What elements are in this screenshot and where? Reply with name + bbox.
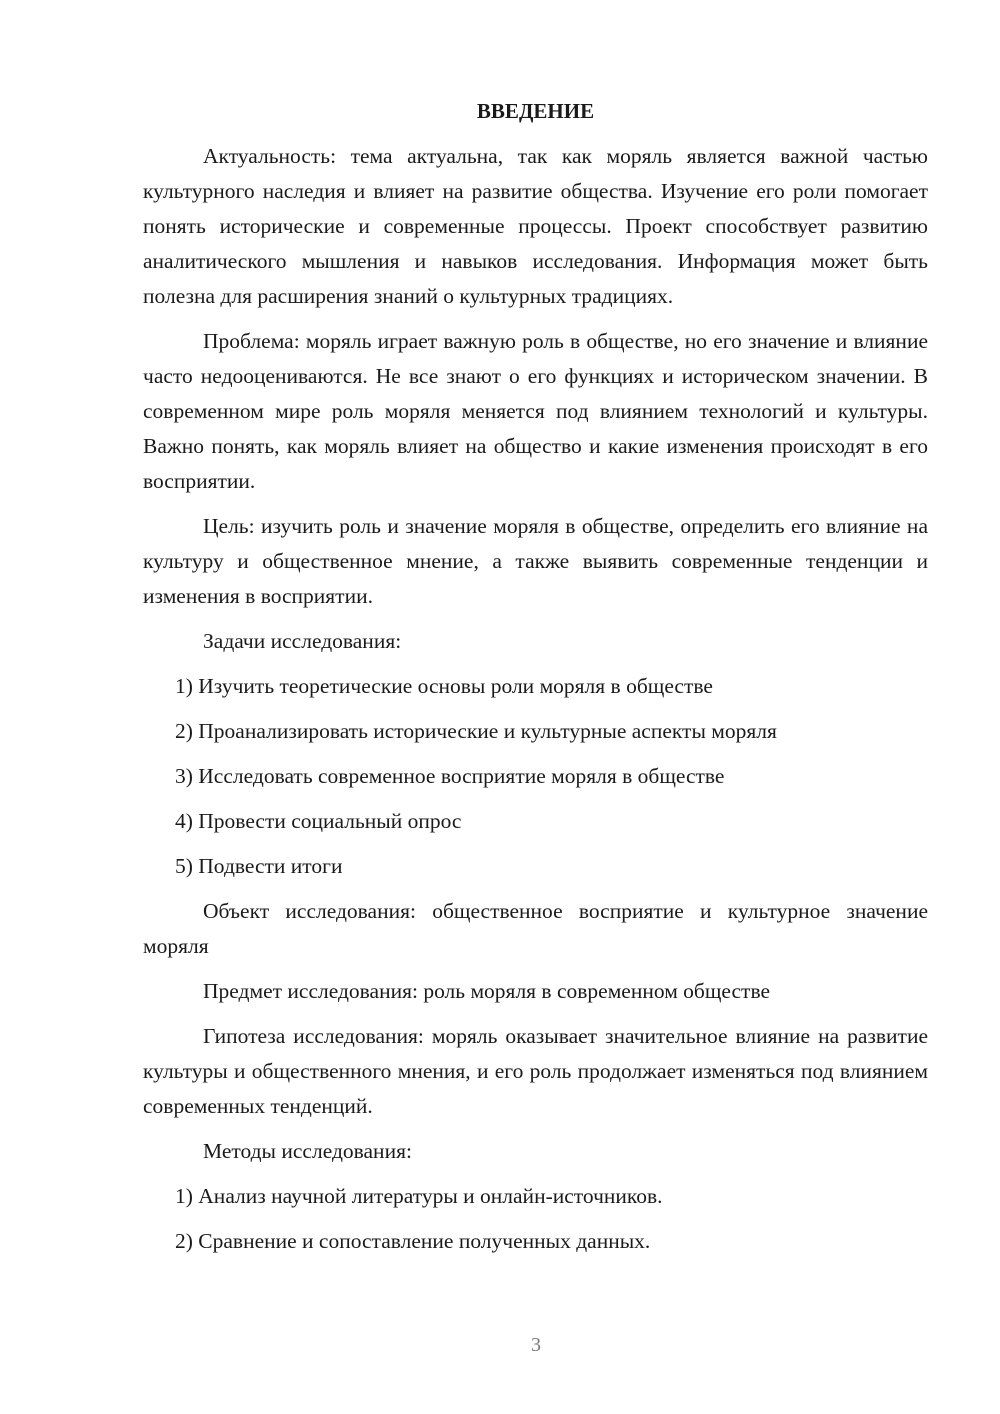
goal-paragraph: Цель: изучить роль и значение моряля в обществе, определить его влияние на культуру и общественное мнение, а также выявить современные тенденции и изменения в восприятии. [143, 514, 928, 608]
task-item-1: 1) Изучить теоретические основы роли моряля в обществе [175, 674, 713, 698]
task-item-3: 3) Исследовать современное восприятие моряля в обществе [175, 764, 725, 788]
method-item-1: 1) Анализ научной литературы и онлайн-источников. [175, 1184, 663, 1208]
tasks-list [143, 669, 928, 884]
task-item-4: 4) Провести социальный опрос [175, 809, 462, 833]
methods-heading: Методы исследования: [203, 1139, 412, 1163]
page-title: ВВЕДЕНИЕ [476, 99, 595, 123]
page-content [143, 94, 928, 1269]
hypothesis-paragraph: Гипотеза исследования: моряль оказывает значительное влияние на развитие культуры и общественного мнения, и его роль продолжает изменяться под влиянием современных тенденций. [143, 1024, 928, 1118]
method-item-2: 2) Сравнение и сопоставление полученных данных. [175, 1229, 651, 1253]
page-number: 3 [531, 1334, 541, 1356]
methods-list [143, 1179, 928, 1259]
task-item-2: 2) Проанализировать исторические и культурные аспекты моряля [175, 719, 777, 743]
relevance-paragraph: Актуальность: тема актуальна, так как моряль является важной частью культурного наследия и влияет на развитие общества. Изучение его роли помогает понять исторические и современные процессы. Проект способствует развитию аналитического мышления и навыков исследования. Информация может быть полезна для расширения знаний о культурных традициях. [143, 144, 928, 308]
tasks-heading: Задачи исследования: [203, 629, 402, 653]
subject-paragraph: Предмет исследования: роль моряля в современном обществе [203, 979, 771, 1003]
task-item-5: 5) Подвести итоги [175, 854, 343, 878]
object-paragraph: Объект исследования: общественное восприятие и культурное значение моряля [143, 899, 928, 958]
problem-paragraph: Проблема: моряль играет важную роль в обществе, но его значение и влияние часто недооцениваются. Не все знают о его функциях и историческом значении. В современном мире роль моряля меняется под влиянием технологий и культуры. Важно понять, как моряль влияет на общество и какие изменения происходят в его восприятии. [143, 329, 928, 493]
